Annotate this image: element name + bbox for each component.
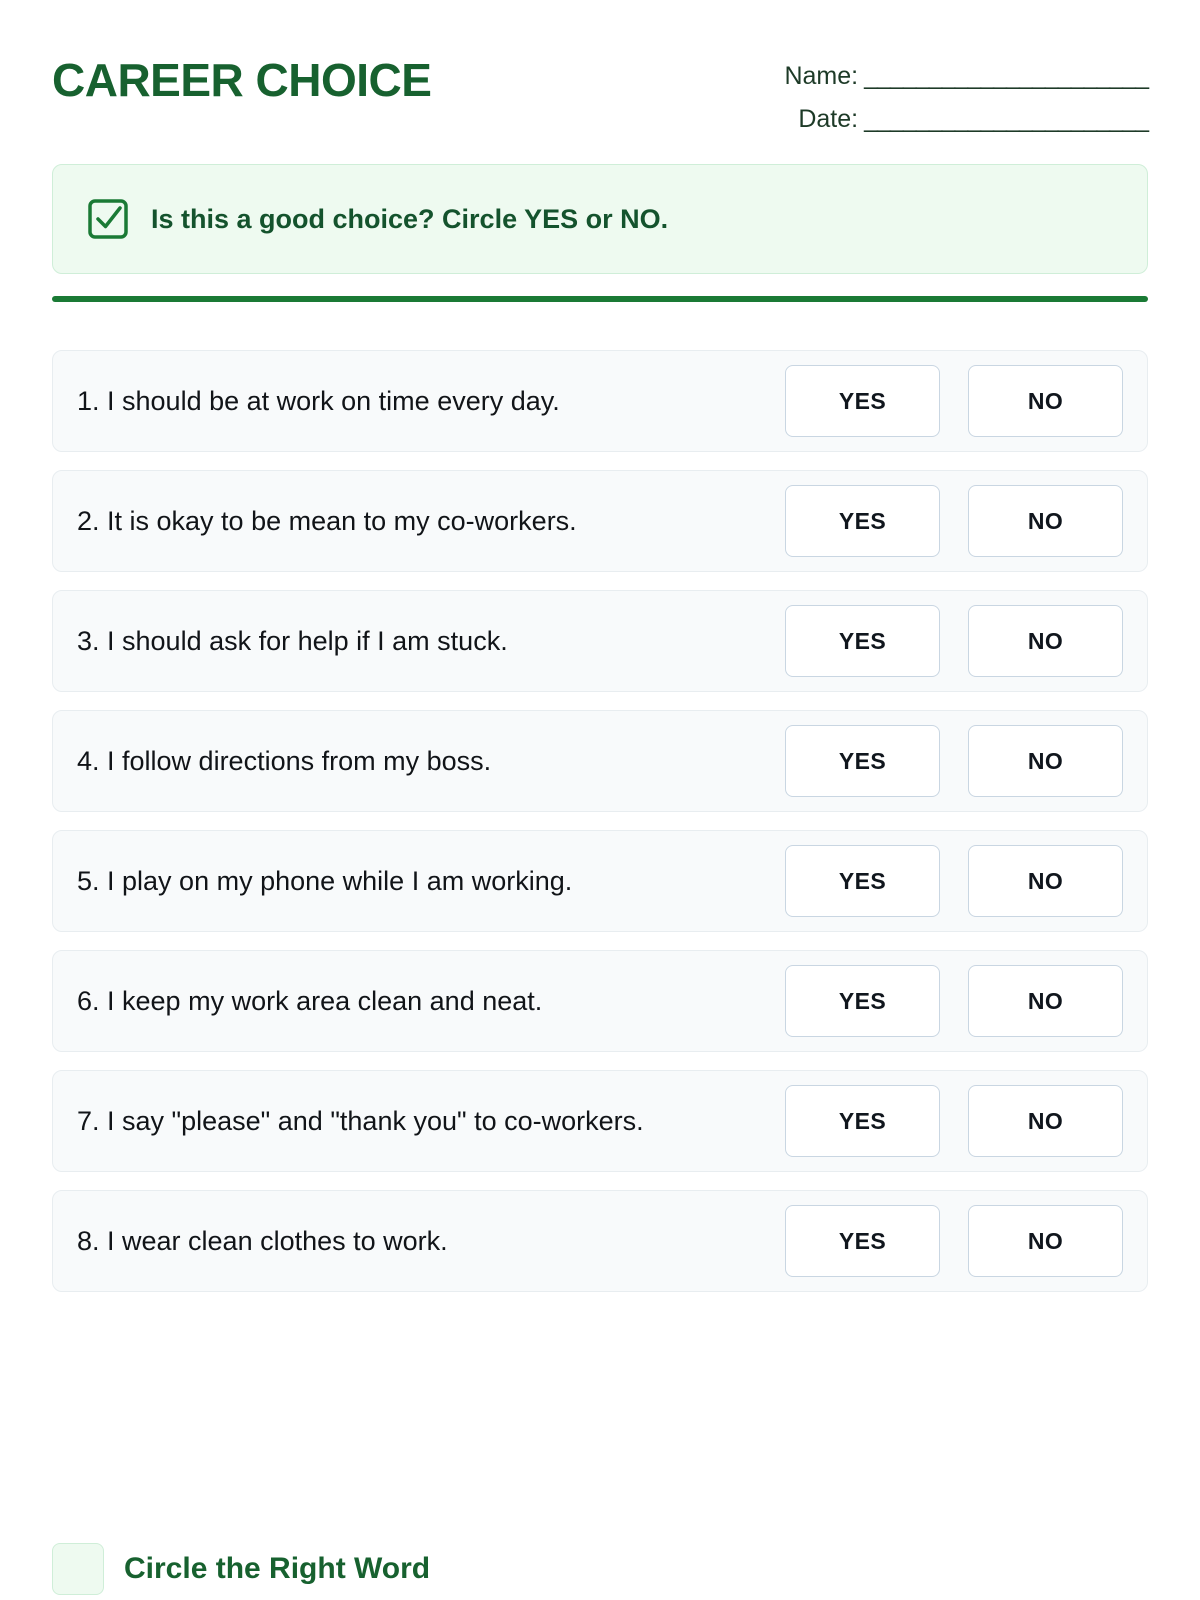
date-field-row[interactable] bbox=[678, 105, 1148, 134]
question-row bbox=[52, 1070, 1148, 1172]
question-text: 6. I keep my work area clean and neat. bbox=[77, 985, 543, 1016]
answer-yes-button[interactable]: YES bbox=[785, 485, 940, 557]
answer-yes-button[interactable]: YES bbox=[785, 1205, 940, 1277]
answer-no-button[interactable]: NO bbox=[968, 1205, 1123, 1277]
question-text: 2. It is okay to be mean to my co-workers. bbox=[77, 505, 577, 536]
date-write-line[interactable]: ______________________ bbox=[864, 105, 1148, 133]
worksheet-header bbox=[52, 0, 1148, 134]
question-text: 7. I say "please" and "thank you" to co-workers. bbox=[77, 1105, 644, 1136]
date-label: Date: bbox=[798, 105, 859, 133]
question-text: 8. I wear clean clothes to work. bbox=[77, 1225, 448, 1256]
answer-no-button[interactable]: NO bbox=[968, 485, 1123, 557]
instruction-text: Is this a good choice? Circle YES or NO. bbox=[151, 203, 669, 234]
answer-options bbox=[785, 485, 1123, 557]
answer-options bbox=[785, 725, 1123, 797]
section-icon bbox=[52, 1543, 104, 1595]
name-write-line[interactable]: ______________________ bbox=[864, 62, 1148, 90]
answer-options bbox=[785, 965, 1123, 1037]
section-circle-right-word bbox=[52, 1538, 1148, 1600]
student-info-block bbox=[678, 56, 1148, 134]
question-text: 5. I play on my phone while I am working. bbox=[77, 865, 573, 896]
answer-no-button[interactable]: NO bbox=[968, 605, 1123, 677]
answer-yes-button[interactable]: YES bbox=[785, 725, 940, 797]
question-row bbox=[52, 470, 1148, 572]
checkbox-check-icon bbox=[87, 198, 129, 240]
answer-no-button[interactable]: NO bbox=[968, 845, 1123, 917]
answer-yes-button[interactable]: YES bbox=[785, 605, 940, 677]
answer-options bbox=[785, 605, 1123, 677]
answer-options bbox=[785, 1205, 1123, 1277]
header-divider bbox=[52, 296, 1148, 302]
answer-options bbox=[785, 845, 1123, 917]
question-row bbox=[52, 350, 1148, 452]
question-row bbox=[52, 830, 1148, 932]
answer-yes-button[interactable]: YES bbox=[785, 845, 940, 917]
answer-no-button[interactable]: NO bbox=[968, 965, 1123, 1037]
page-title: CAREER CHOICE bbox=[52, 54, 432, 106]
question-row bbox=[52, 950, 1148, 1052]
question-row bbox=[52, 710, 1148, 812]
answer-yes-button[interactable]: YES bbox=[785, 365, 940, 437]
instruction-banner bbox=[52, 164, 1148, 274]
answer-no-button[interactable]: NO bbox=[968, 725, 1123, 797]
answer-no-button[interactable]: NO bbox=[968, 365, 1123, 437]
question-list bbox=[52, 350, 1148, 1292]
section-title: Circle the Right Word bbox=[124, 1552, 431, 1585]
answer-options bbox=[785, 1085, 1123, 1157]
answer-no-button[interactable]: NO bbox=[968, 1085, 1123, 1157]
name-label: Name: bbox=[784, 62, 859, 90]
question-text: 4. I follow directions from my boss. bbox=[77, 745, 492, 776]
answer-options bbox=[785, 365, 1123, 437]
question-row bbox=[52, 590, 1148, 692]
question-text: 3. I should ask for help if I am stuck. bbox=[77, 625, 508, 656]
answer-yes-button[interactable]: YES bbox=[785, 965, 940, 1037]
name-field-row[interactable] bbox=[678, 62, 1148, 91]
question-row bbox=[52, 1190, 1148, 1292]
question-text: 1. I should be at work on time every day. bbox=[77, 385, 560, 416]
answer-yes-button[interactable]: YES bbox=[785, 1085, 940, 1157]
